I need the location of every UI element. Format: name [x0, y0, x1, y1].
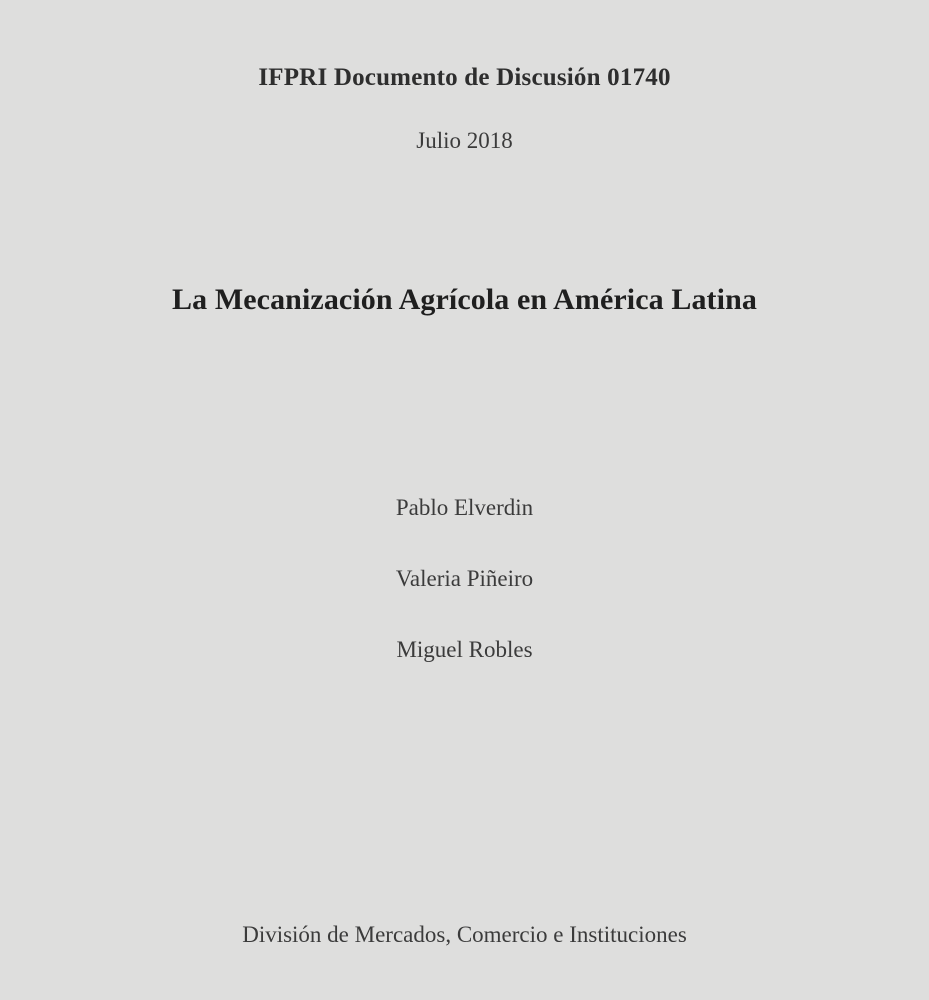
author-name: Valeria Piñeiro	[395, 566, 534, 591]
author-name: Miguel Robles	[396, 637, 533, 662]
author-list	[0, 496, 929, 661]
series-number: IFPRI Documento de Discusión 01740	[258, 64, 671, 91]
page-title: La Mecanización Agrícola en América Latina	[172, 283, 757, 316]
division-name: División de Mercados, Comercio e Instituciones	[242, 922, 687, 947]
author-name: Pablo Elverdin	[395, 495, 534, 520]
publication-date: Julio 2018	[416, 128, 513, 153]
